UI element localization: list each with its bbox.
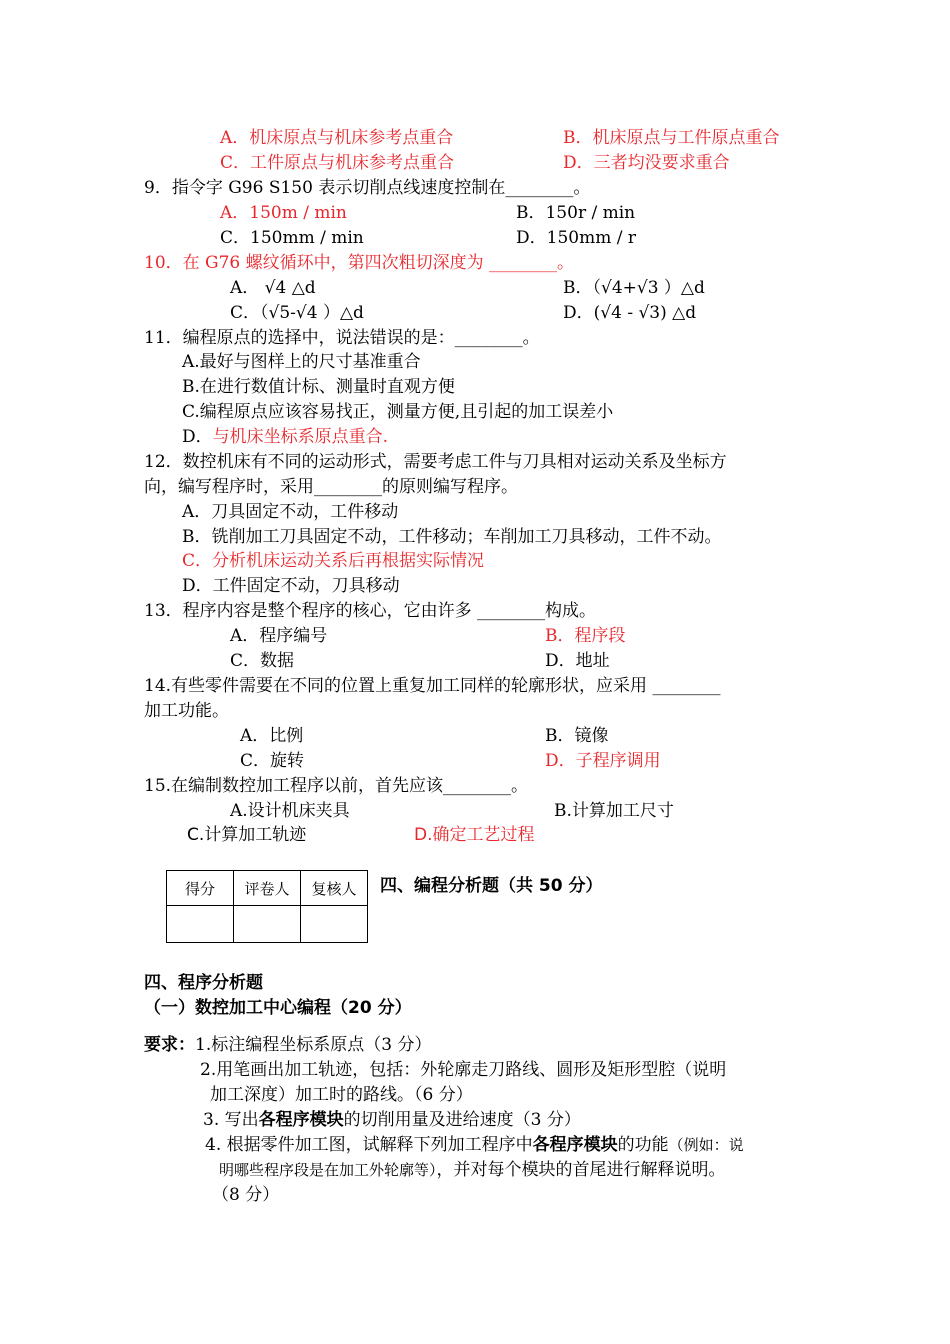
part4-title: 四、程序分析题 (144, 973, 263, 993)
q12-stem-line1: 12．数控机床有不同的运动形式，需要考虑工件与刀具相对运动关系及坐标方 (144, 452, 727, 472)
part4-subtitle: （一）数控加工中心编程（20 分） (144, 998, 412, 1018)
requirement-3-bold: 各程序模块 (258, 1110, 344, 1130)
q8-option-b: B．机床原点与工件原点重合 (563, 128, 780, 148)
requirement-4-small: （例如：说 (668, 1136, 744, 1154)
q8-option-a: A．机床原点与机床参考点重合 (220, 128, 454, 148)
q9-option-d: D．150mm / r (516, 228, 636, 248)
q9-option-b: B．150r / min (516, 203, 636, 223)
score-table-blank-row (167, 906, 368, 943)
score-header-score: 得分 (167, 871, 234, 906)
q12-option-b: B．铣削加工刀具固定不动，工件移动；车削加工刀具移动，工件不动。 (182, 527, 722, 547)
requirement-3-post: 的切削用量及进给速度（3 分） (343, 1110, 581, 1130)
q8-option-d: D．三者均没要求重合 (563, 153, 730, 173)
q8-option-c: C．工件原点与机床参考点重合 (220, 153, 455, 173)
q13-option-c: C．数据 (230, 651, 295, 671)
q13-stem: 13．程序内容是整个程序的核心，它由许多 ________构成。 (144, 601, 597, 621)
q12-option-c: C．分析机床运动关系后再根据实际情况 (182, 551, 485, 571)
q13-option-d: D．地址 (545, 651, 610, 671)
score-header-reviewer: 复核人 (301, 871, 368, 906)
score-cell-score (167, 906, 234, 943)
q11-option-d-text: 与机床坐标系原点重合. (212, 427, 389, 447)
q13-option-b: B．程序段 (545, 626, 626, 646)
q14-stem-line2: 加工功能。 (144, 701, 229, 721)
q14-option-b: B．镜像 (545, 726, 609, 746)
requirement-4-line2 (219, 1159, 726, 1181)
q14-option-c: C．旋转 (240, 751, 305, 771)
q14-option-d: D．子程序调用 (545, 751, 661, 771)
q15-stem: 15.在编制数控加工程序以前，首先应该________。 (144, 776, 529, 796)
requirement-4-line3: （8 分） (212, 1185, 280, 1205)
q11-option-d-prefix: D． (182, 427, 213, 447)
section-title: 四、编程分析题（共 50 分） (380, 876, 603, 896)
requirement-2-line1: 2.用笔画出加工轨迹，包括：外轮廓走刀路线、圆形及矩形型腔（说明 (200, 1060, 727, 1080)
requirement-3-pre: 3. 写出 (203, 1110, 259, 1130)
q15-option-d: D.确定工艺过程 (414, 825, 535, 845)
q12-option-a: A．刀具固定不动，工件移动 (182, 502, 399, 522)
requirement-2-line2: 加工深度）加工时的路线。（6 分） (210, 1085, 473, 1105)
requirement-4-pre: 4. 根据零件加工图，试解释下列加工程序中 (205, 1135, 533, 1155)
q14-option-a: A．比例 (240, 726, 304, 746)
requirement-4-line2-text: ，并对每个模块的首尾进行解释说明。 (436, 1160, 726, 1180)
score-cell-reviewer (301, 906, 368, 943)
q12-option-d: D．工件固定不动，刀具移动 (182, 576, 400, 596)
requirement-4-line2-small: 明哪些程序段是在加工外轮廓等） (219, 1161, 437, 1179)
requirement-4-post: 的功能 (617, 1135, 669, 1155)
q10-option-a: A． √4 △d (230, 278, 316, 298)
q10-option-c: C．（√5-√4 ）△d (230, 303, 364, 323)
q14-stem-line1: 14.有些零件需要在不同的位置上重复加工同样的轮廓形状，应采用 ________ (144, 676, 721, 696)
score-table-header-row (167, 871, 368, 906)
requirement-4-bold: 各程序模块 (532, 1135, 618, 1155)
q15-option-b: B.计算加工尺寸 (554, 801, 674, 821)
q9-option-c: C．150mm / min (220, 228, 364, 248)
requirement-1 (144, 1034, 431, 1056)
q11-option-b: B.在进行数值计标、测量时直观方便 (182, 377, 455, 397)
score-header-grader: 评卷人 (234, 871, 301, 906)
q9-option-a: A．150m / min (220, 203, 347, 223)
q15-option-c: C.计算加工轨迹 (187, 825, 307, 845)
q10-option-b: B．（√4+√3 ）△d (563, 278, 705, 298)
requirement-3 (203, 1109, 581, 1131)
score-cell-grader (234, 906, 301, 943)
q15-option-a: A.设计机床夹具 (230, 801, 350, 821)
q10-option-d: D．(√4 - √3) △d (563, 303, 697, 323)
q10-stem: 10．在 G76 螺纹循环中，第四次粗切深度为 ________。 (144, 253, 575, 273)
requirement-1-text: 1.标注编程坐标系原点（3 分） (195, 1035, 432, 1055)
q11-option-c: C.编程原点应该容易找正，测量方便,且引起的加工误差小 (182, 402, 614, 422)
requirement-4-line1 (205, 1134, 744, 1156)
q11-option-a: A.最好与图样上的尺寸基准重合 (182, 352, 421, 372)
q9-stem: 9．指令字 G96 S150 表示切削点线速度控制在________。 (144, 178, 591, 198)
q11-stem: 11．编程原点的选择中，说法错误的是：________。 (144, 328, 540, 348)
q11-option-d (182, 426, 388, 448)
q12-stem-line2: 向，编写程序时，采用________的原则编写程序。 (144, 477, 518, 497)
score-table (166, 870, 368, 943)
q13-option-a: A．程序编号 (230, 626, 328, 646)
requirement-label: 要求： (144, 1035, 195, 1055)
